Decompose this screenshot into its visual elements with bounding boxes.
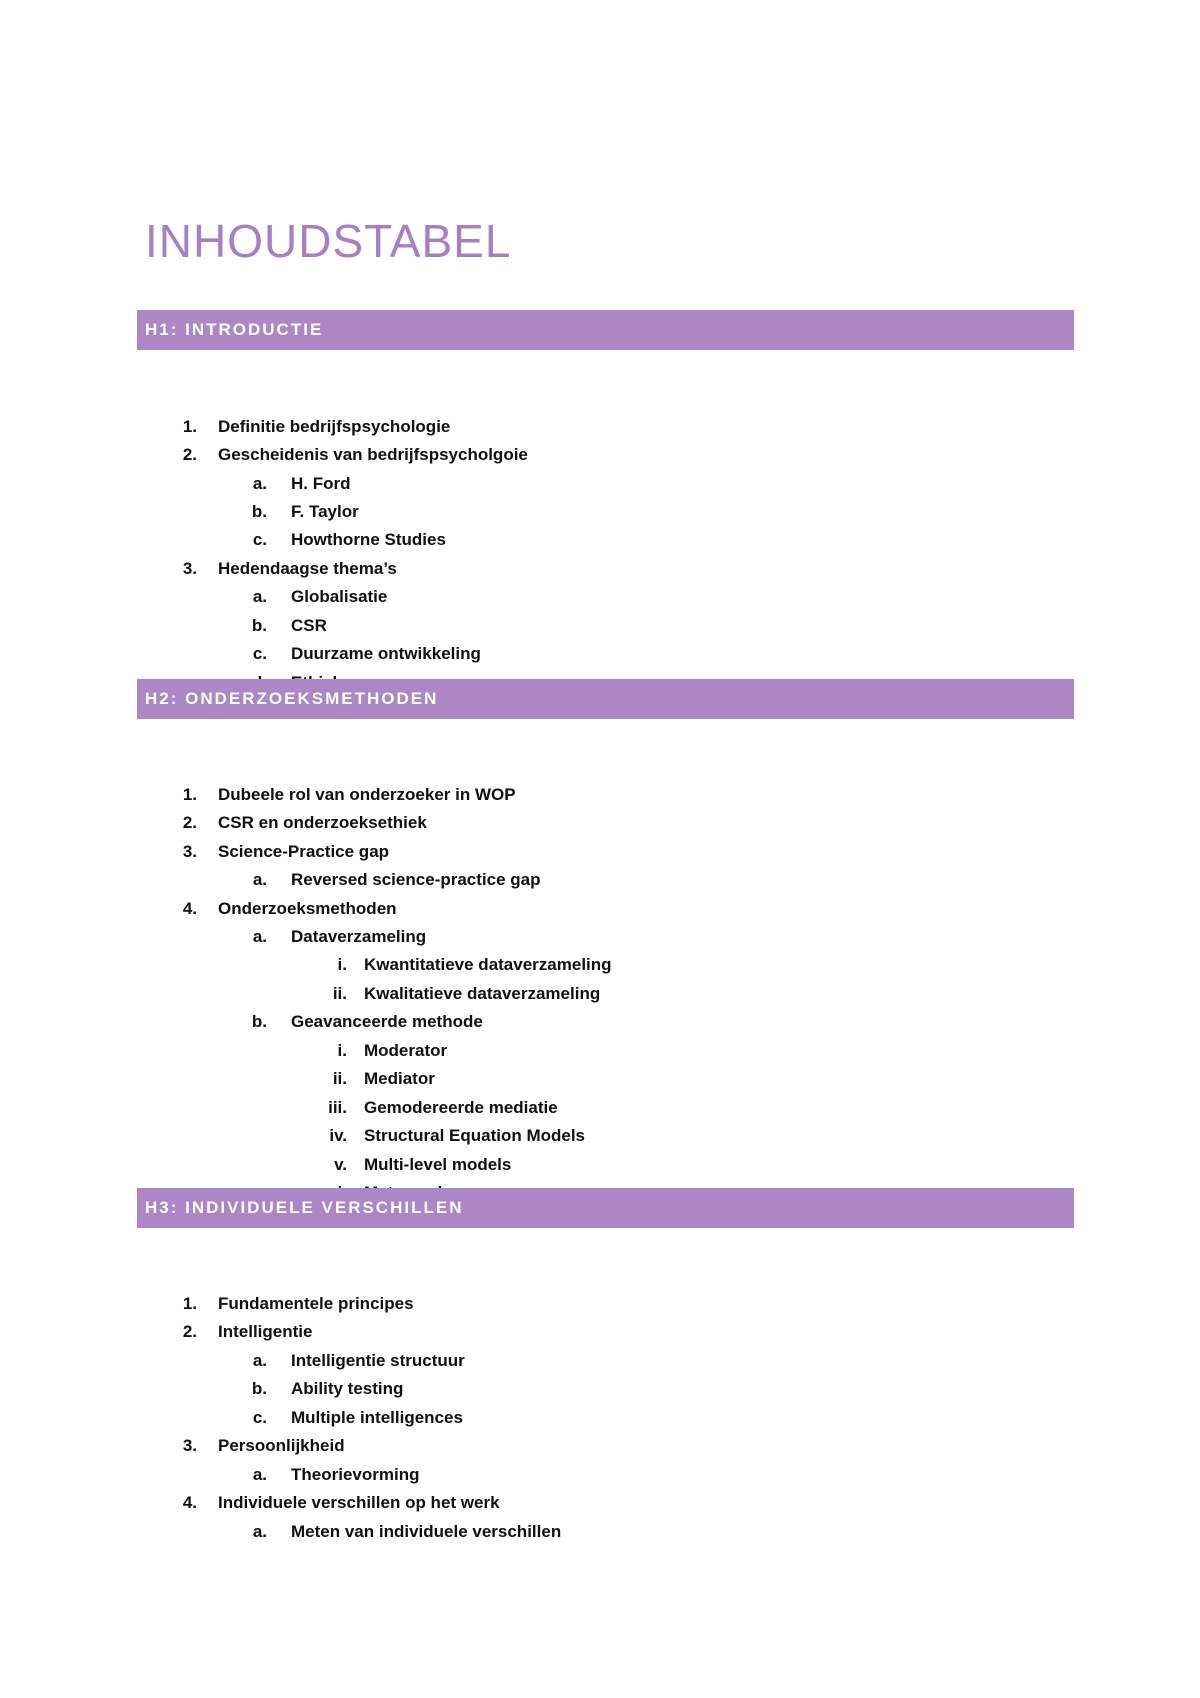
item-text: Multi-level models [364, 1155, 512, 1174]
item-text: Reversed science-practice gap [291, 870, 541, 889]
item-number: iv. [329, 1126, 347, 1145]
item-text: Structural Equation Models [364, 1126, 586, 1145]
item-number: iii. [328, 1098, 347, 1117]
item-text: Definitie bedrijfspsychologie [218, 417, 451, 436]
item-number: ii. [332, 984, 347, 1003]
item-text: Kwantitatieve dataverzameling [364, 955, 612, 974]
item-text: Individuele verschillen op het werk [218, 1493, 500, 1512]
item-number: a. [252, 1465, 267, 1484]
section-heading: H3: INDIVIDUELE VERSCHILLEN [137, 1188, 1074, 1228]
item-text: Gemodereerde mediatie [364, 1098, 558, 1117]
item-text: Fundamentele principes [218, 1294, 414, 1313]
section-heading: H2: ONDERZOEKSMETHODEN [137, 679, 1074, 719]
item-number: b. [251, 1012, 267, 1031]
item-text: Dataverzameling [291, 927, 427, 946]
item-number: 3. [182, 1436, 197, 1455]
item-number: c. [252, 644, 267, 663]
item-number: b. [251, 616, 267, 635]
item-text: Howthorne Studies [291, 530, 446, 549]
section-h2 [137, 679, 1074, 1174]
item-text: H. Ford [291, 474, 351, 493]
page-title: INHOUDSTABEL [145, 215, 512, 267]
item-number: 3. [182, 559, 197, 578]
item-text: Mediator [364, 1069, 435, 1088]
item-number: b. [251, 1379, 267, 1398]
item-text: Multiple intelligences [291, 1408, 463, 1427]
item-text: Theorievorming [291, 1465, 420, 1484]
item-text: Duurzame ontwikkeling [291, 644, 481, 663]
item-number: 2. [182, 445, 197, 464]
item-number: a. [252, 870, 267, 889]
item-number: ii. [332, 1069, 347, 1088]
item-number: 1. [182, 785, 197, 804]
section-h1 [137, 310, 1074, 663]
item-number: a. [252, 474, 267, 493]
item-number: c. [252, 530, 267, 549]
item-number: i. [337, 955, 347, 974]
item-number: a. [252, 927, 267, 946]
item-number: 4. [182, 899, 197, 918]
item-number: 1. [182, 1294, 197, 1313]
item-text: Meten van individuele verschillen [291, 1522, 562, 1541]
item-number: a. [252, 587, 267, 606]
item-number: 2. [182, 1322, 197, 1341]
item-text: Globalisatie [291, 587, 388, 606]
item-number: 1. [182, 417, 197, 436]
item-number: i. [337, 1041, 347, 1060]
item-text: Science-Practice gap [218, 842, 390, 861]
item-number: c. [252, 1408, 267, 1427]
item-number: v. [334, 1155, 347, 1174]
item-number: 2. [182, 813, 197, 832]
item-text: CSR [291, 616, 327, 635]
item-text: Onderzoeksmethoden [218, 899, 397, 918]
item-text: Moderator [364, 1041, 448, 1060]
item-text: Persoonlijkheid [218, 1436, 345, 1455]
item-number: b. [251, 502, 267, 521]
item-text: Hedendaagse thema’s [218, 559, 397, 578]
item-number: 3. [182, 842, 197, 861]
item-number: a. [252, 1522, 267, 1541]
item-number: a. [252, 1351, 267, 1370]
item-text: Ability testing [291, 1379, 404, 1398]
item-text: Intelligentie [218, 1322, 313, 1341]
item-text: CSR en onderzoeksethiek [218, 813, 427, 832]
item-text: F. Taylor [291, 502, 359, 521]
section-h3 [137, 1188, 1074, 1541]
item-text: Intelligentie structuur [291, 1351, 465, 1370]
section-heading: H1: INTRODUCTIE [137, 310, 1074, 350]
item-text: Dubeele rol van onderzoeker in WOP [218, 785, 516, 804]
item-text: Geavanceerde methode [291, 1012, 483, 1031]
item-number: 4. [182, 1493, 197, 1512]
item-text: Kwalitatieve dataverzameling [364, 984, 601, 1003]
item-text: Gescheidenis van bedrijfspsycholgoie [218, 445, 528, 464]
